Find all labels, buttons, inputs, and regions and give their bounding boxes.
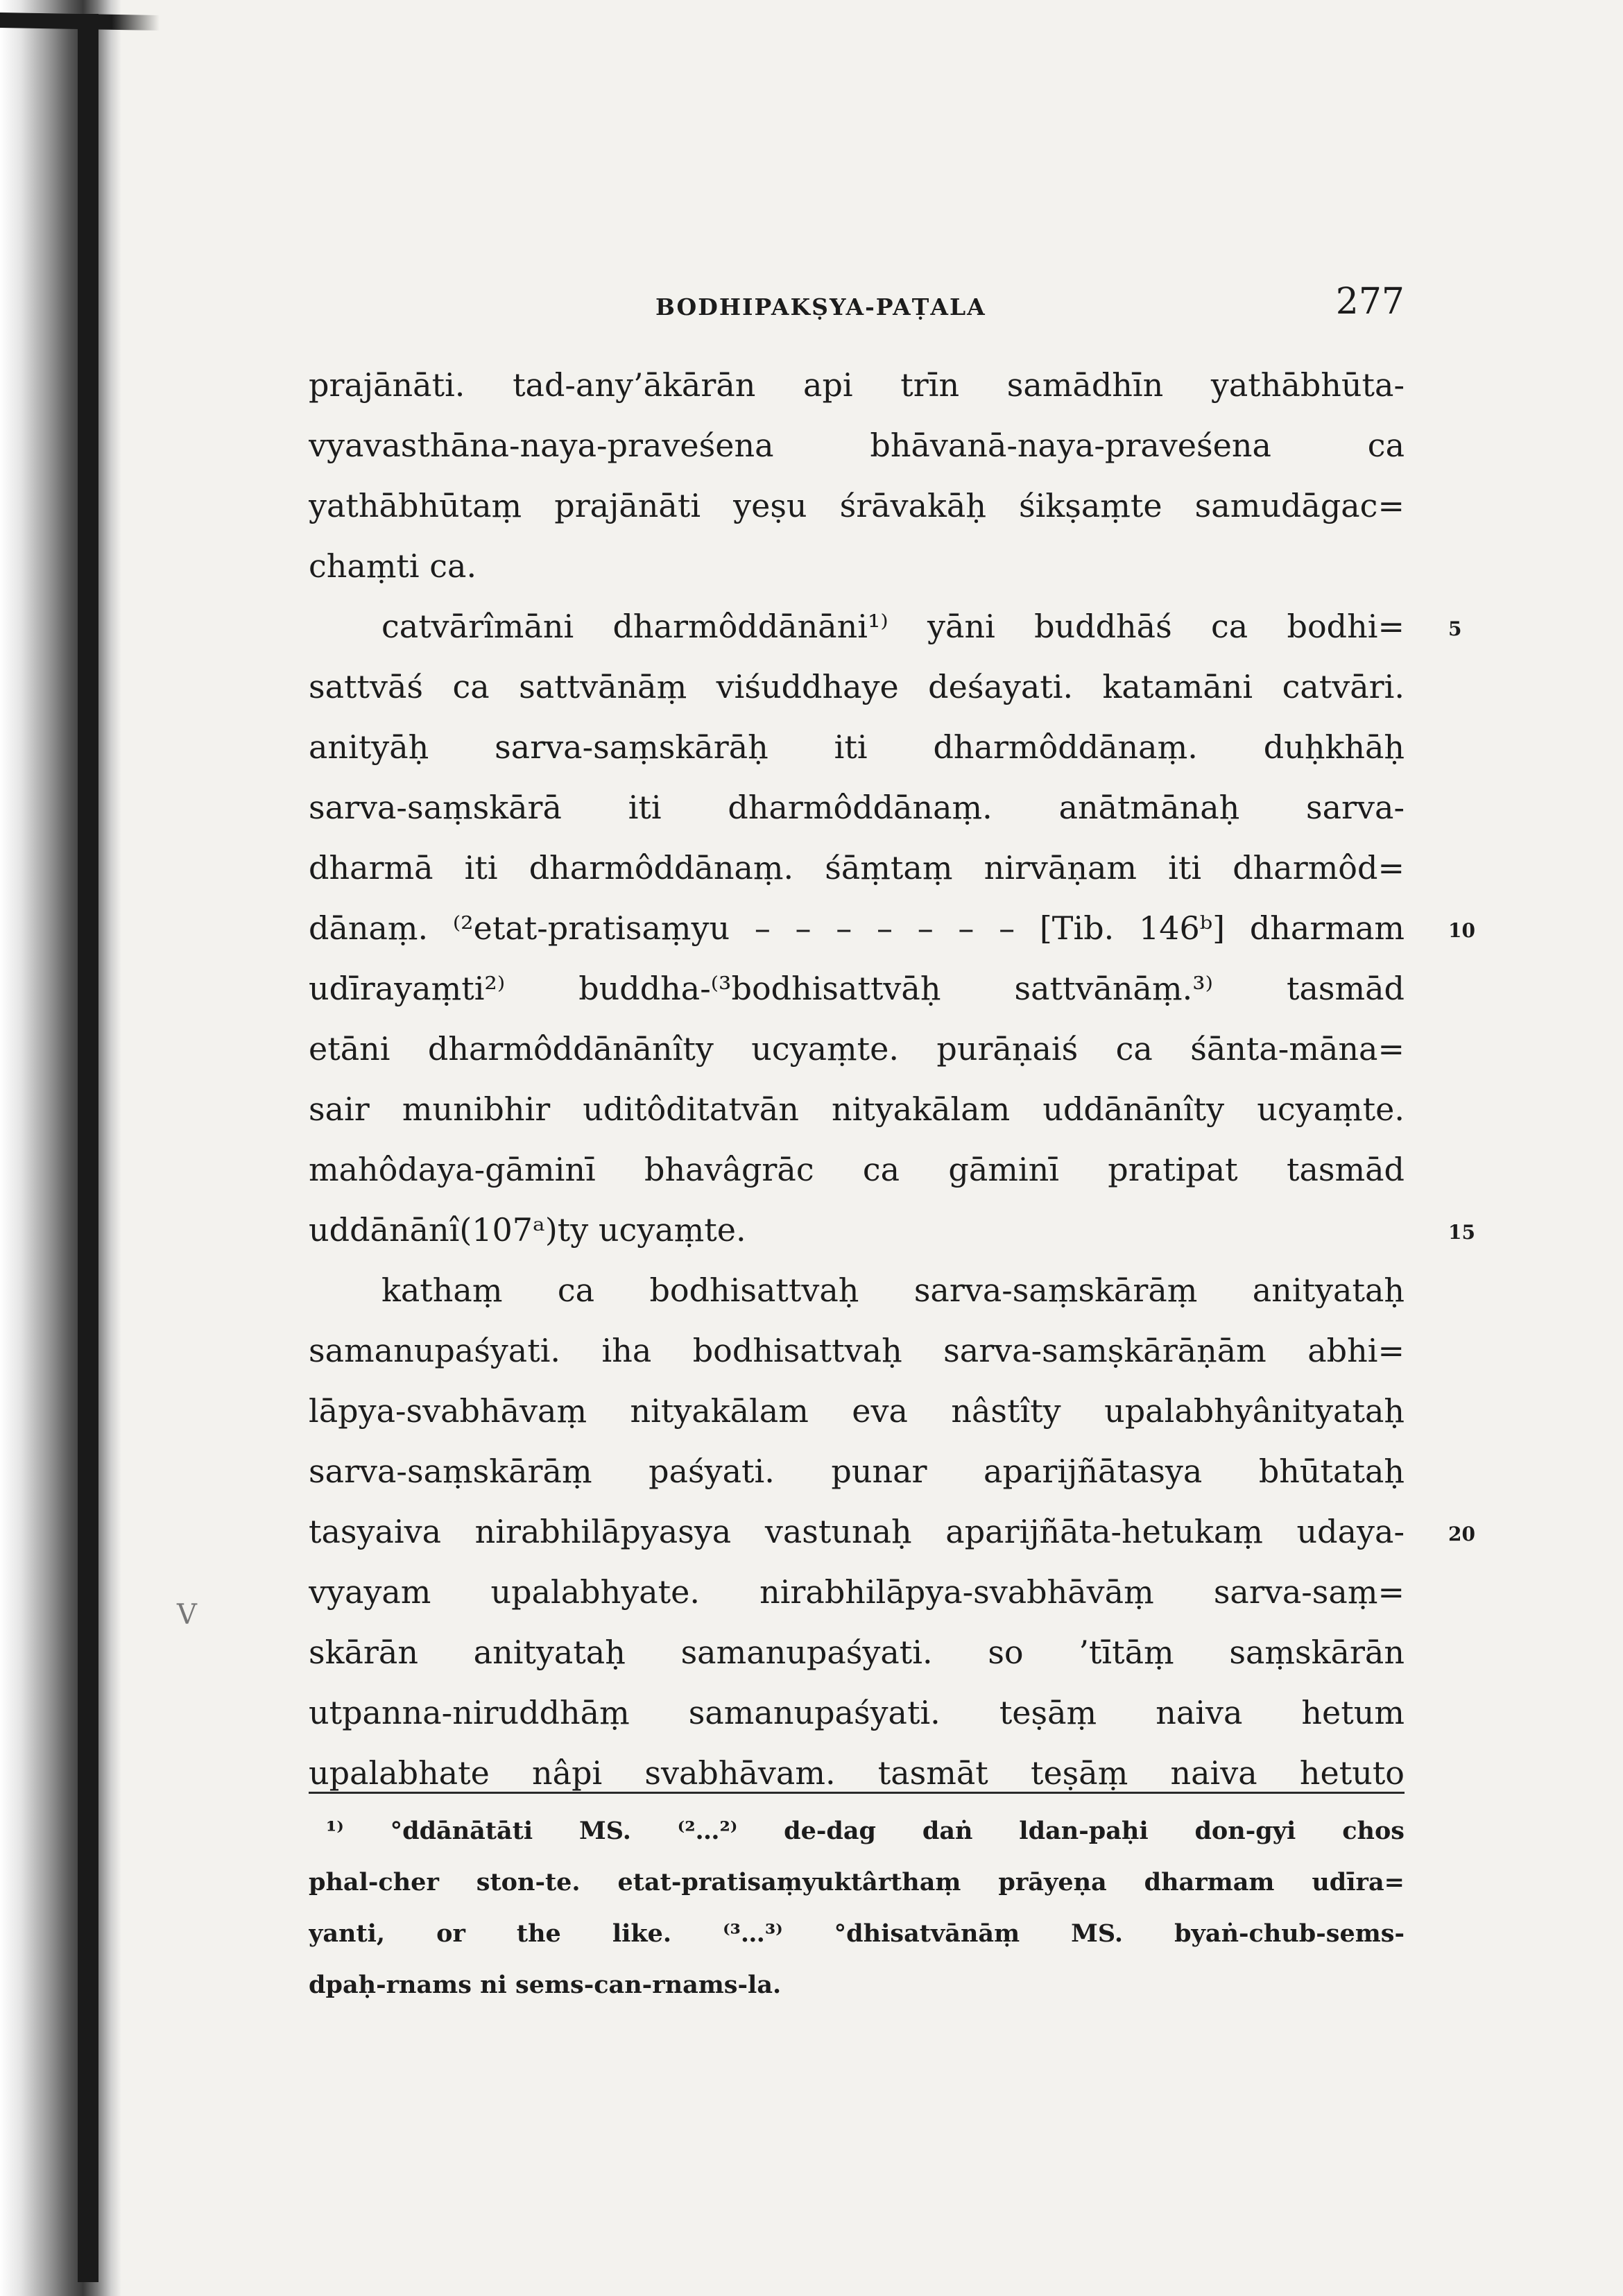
footnote-line: phal-cher ston-te. etat-pratisaṃyuktârthaṃ prāyeṇa dharmam udīra= (309, 1868, 1405, 1896)
running-title: BODHIPAKṢYA-PAṬALA (655, 293, 986, 320)
line-number-20: 20 (1448, 1523, 1475, 1545)
footnote-line: ¹⁾ °ddānātāti MS. ⁽²…²⁾ de-dag daṅ ldan-paḥi don-gyi chos (326, 1817, 1405, 1845)
line-number-15: 15 (1448, 1221, 1475, 1244)
text-line: etāni dharmôddānānîty ucyaṃte. purāṇaiś ca śānta-māna= (309, 1030, 1405, 1068)
text-line: vyavasthāna-naya-praveśena bhāvanā-naya-praveśena ca (309, 427, 1405, 464)
text-line: yathābhūtaṃ prajānāti yeṣu śrāvakāḥ śikṣaṃte samudāgac= (309, 487, 1405, 524)
text-line: chaṃti ca. (309, 547, 477, 585)
text-line: lāpya-svabhāvaṃ nityakālam eva nâstîty upalabhyânityataḥ (309, 1392, 1405, 1430)
text-line: dharmā iti dharmôddānaṃ. śāṃtaṃ nirvāṇam iti dharmôd= (309, 849, 1405, 886)
text-line: dānaṃ. ⁽²etat-pratisaṃyu – – – – – – – [Tib. 146ᵇ] dharmam (309, 909, 1405, 947)
text-line: samanupaśyati. iha bodhisattvaḥ sarva-samṣkārāṇām abhi= (309, 1332, 1405, 1369)
text-line: sattvāś ca sattvānāṃ viśuddhaye deśayati. katamāni catvāri. (309, 668, 1405, 705)
text-line: mahôdaya-gāminī bhavâgrāc ca gāminī pratipat tasmād (309, 1151, 1405, 1188)
page-number: 277 (1335, 281, 1405, 323)
footnote-line: dpaḥ-rnams ni sems-can-rnams-la. (309, 1971, 782, 1999)
text-line: catvārîmāni dharmôddānāni¹⁾ yāni buddhāś ca bodhi= (381, 608, 1405, 645)
line-number-5: 5 (1448, 617, 1462, 640)
text-line: anityāḥ sarva-saṃskārāḥ iti dharmôddānaṃ. duḥkhāḥ (309, 728, 1405, 766)
text-line: sarva-saṃskārāṃ paśyati. punar aparijñātasya bhūtataḥ (309, 1453, 1405, 1490)
text-line: prajānāti. tad-any’ākārān api trīn samādhīn yathābhūta- (309, 366, 1405, 404)
book-spine-edge (78, 14, 98, 2282)
text-line: vyayam upalabhyate. nirabhilāpya-svabhāvāṃ sarva-saṃ= (309, 1573, 1405, 1611)
text-line: tasyaiva nirabhilāpyasya vastunaḥ aparijñāta-hetukaṃ udaya- (309, 1513, 1405, 1550)
text-line: utpanna-niruddhāṃ samanupaśyati. teṣāṃ naiva hetum (309, 1694, 1405, 1731)
footnote-divider (309, 1792, 1405, 1794)
text-line: upalabhate nâpi svabhāvam. tasmāt teṣāṃ naiva hetuto (309, 1754, 1405, 1792)
text-line: udīrayaṃti²⁾ buddha-⁽³bodhisattvāḥ sattvānāṃ.³⁾ tasmād (309, 970, 1405, 1007)
text-line: sarva-saṃskārā iti dharmôddānaṃ. anātmānaḥ sarva- (309, 789, 1405, 826)
line-number-10: 10 (1448, 919, 1475, 942)
book-spine-cap (0, 12, 160, 31)
page-header (309, 281, 1405, 336)
text-line: uddānānî(107ᵃ)ty ucyaṃte. (309, 1211, 746, 1249)
text-line: kathaṃ ca bodhisattvaḥ sarva-saṃskārāṃ anityataḥ (381, 1271, 1405, 1309)
stray-pencil-mark: V (177, 1599, 197, 1631)
footnote-line: yanti, or the like. ⁽³…³⁾ °dhisatvānāṃ MS. byaṅ-chub-sems- (309, 1919, 1405, 1948)
text-line: sair munibhir uditôditatvān nityakālam uddānānîty ucyaṃte. (309, 1090, 1405, 1128)
book-gutter-shadow (0, 0, 121, 2296)
text-line: skārān anityataḥ samanupaśyati. so ’tītāṃ saṃskārān (309, 1634, 1405, 1671)
